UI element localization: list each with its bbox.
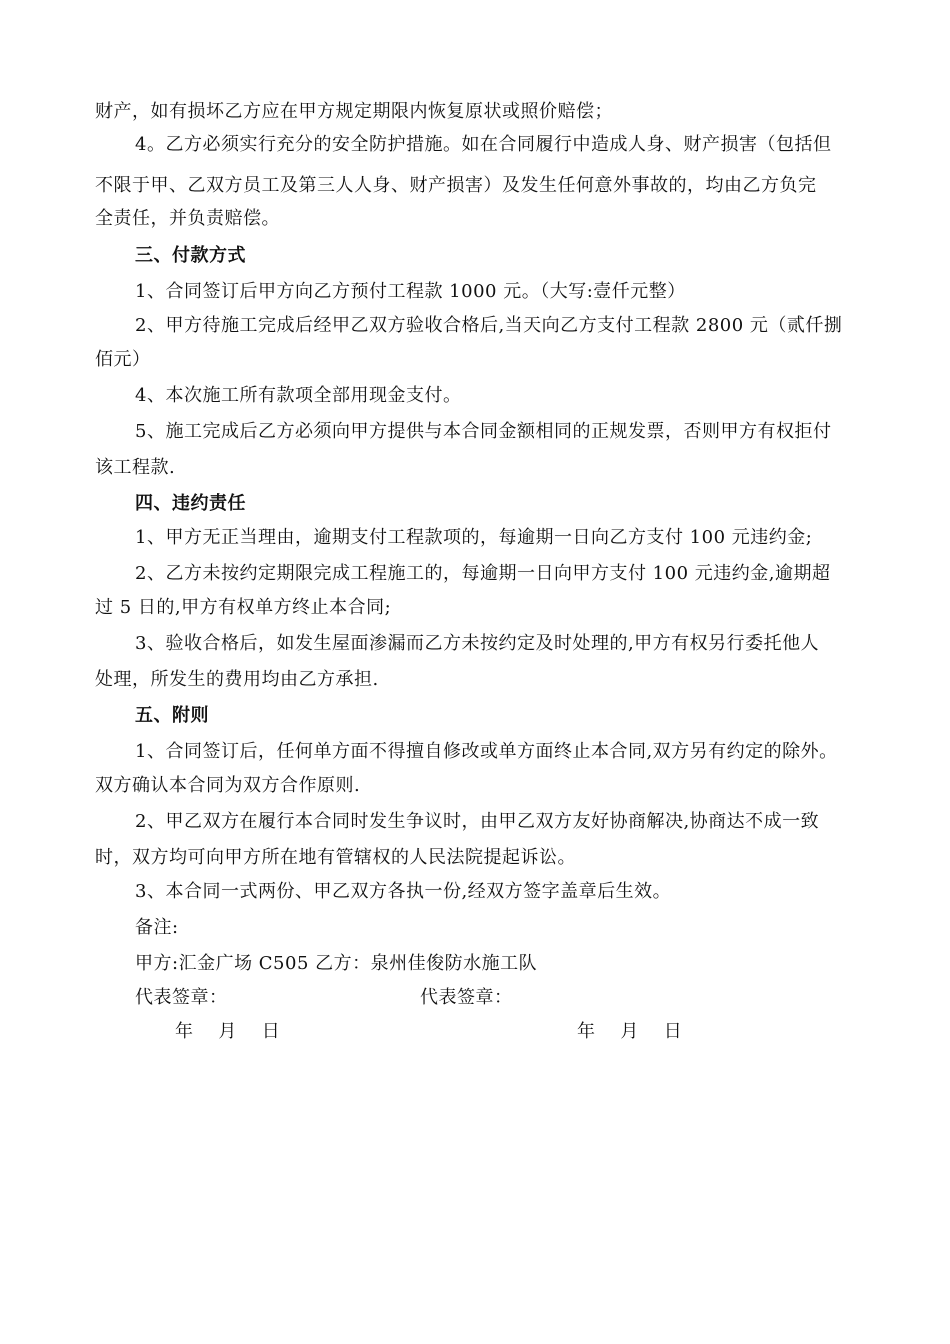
supplementary-item-1-line-1: 1、合同签订后，任何单方面不得擅自修改或单方面终止本合同,双方另有约定的除外。 [135, 741, 838, 762]
breach-item-2-line-2: 过 5 日的,甲方有权单方终止本合同; [95, 597, 392, 618]
party-a-representative-signature: 代表签章： [135, 987, 228, 1008]
supplementary-item-2-line-2: 时，双方均可向甲方所在地有管辖权的人民法院提起诉讼。 [95, 847, 576, 868]
party-b-representative-signature: 代表签章： [420, 987, 513, 1008]
breach-heading: 四、违约责任 [135, 493, 246, 514]
breach-item-3-line-2: 处理，所发生的费用均由乙方承担. [95, 669, 379, 690]
clause-4-line-1: 4。乙方必须实行充分的安全防护措施。如在合同履行中造成人身、财产损害（包括但 [135, 134, 832, 155]
clause-4-line-3: 全责任，并负责赔偿。 [95, 208, 280, 229]
clause-4-line-2: 不限于甲、乙双方员工及第三人人身、财产损害）及发生任何意外事故的，均由乙方负完 [95, 175, 817, 196]
payment-item-1: 1、合同签订后甲方向乙方预付工程款 1000 元。（大写:壹仟元整） [135, 281, 686, 302]
party-a-date: 年 月 日 [175, 1021, 281, 1042]
breach-item-2-line-1: 2、乙方未按约定期限完成工程施工的，每逾期一日向甲方支付 100 元违约金,逾期超 [135, 563, 831, 584]
breach-item-3-line-1: 3、验收合格后，如发生屋面渗漏而乙方未按约定及时处理的,甲方有权另行委托他人 [135, 633, 820, 654]
remarks-label: 备注: [135, 917, 179, 938]
breach-item-1: 1、甲方无正当理由，逾期支付工程款项的，每逾期一日向乙方支付 100 元违约金; [135, 527, 813, 548]
party-b-date: 年 月 日 [577, 1021, 683, 1042]
intro-line-1: 财产，如有损坏乙方应在甲方规定期限内恢复原状或照价赔偿； [95, 101, 613, 122]
supplementary-item-2-line-1: 2、甲乙双方在履行本合同时发生争议时，由甲乙双方友好协商解决,协商达不成一致 [135, 811, 820, 832]
payment-item-5-line-2: 该工程款. [95, 457, 176, 478]
payment-heading: 三、付款方式 [135, 245, 246, 266]
payment-item-4: 4、本次施工所有款项全部用现金支付。 [135, 385, 462, 406]
payment-item-2-line-2: 佰元） [95, 349, 151, 370]
payment-item-2-line-1: 2、甲方待施工完成后经甲乙双方验收合格后,当天向乙方支付工程款 2800 元（贰仟捌 [135, 315, 843, 336]
payment-item-5-line-1: 5、施工完成后乙方必须向甲方提供与本合同金额相同的正规发票，否则甲方有权拒付 [135, 421, 832, 442]
supplementary-item-1-line-2: 双方确认本合同为双方合作原则. [95, 775, 361, 796]
supplementary-item-3: 3、本合同一式两份、甲乙双方各执一份,经双方签字盖章后生效。 [135, 881, 672, 902]
supplementary-heading: 五、附则 [135, 705, 209, 726]
parties-line: 甲方:汇金广场 C505 乙方：泉州佳俊防水施工队 [135, 953, 538, 974]
